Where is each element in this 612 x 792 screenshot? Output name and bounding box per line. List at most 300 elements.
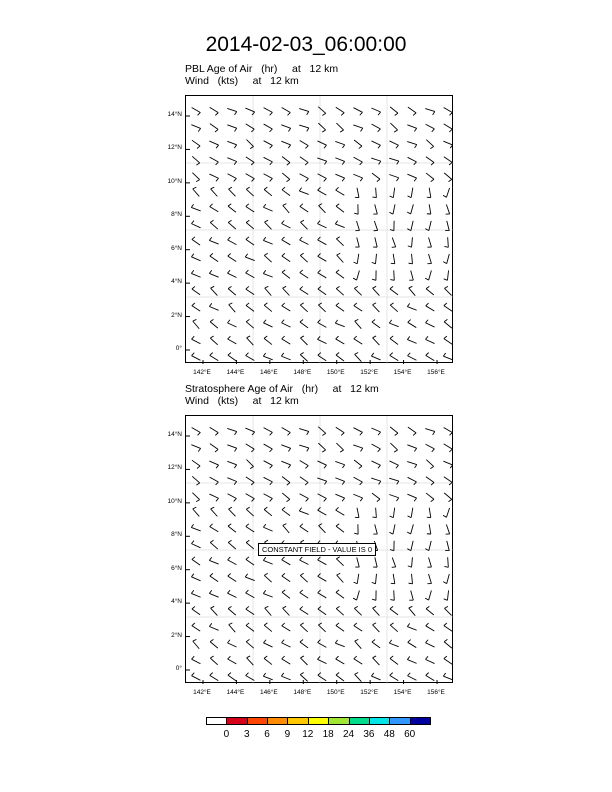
wind-barb (426, 124, 435, 132)
wind-barb (282, 173, 290, 182)
wind-barb (426, 460, 433, 469)
wind-barb (191, 541, 200, 548)
lon-label: 146°E (259, 369, 278, 376)
lat-label: 10°N (167, 177, 182, 185)
wind-barb (299, 445, 309, 451)
wind-barb (426, 140, 433, 149)
wind-barb (354, 574, 359, 584)
wind-barb (407, 541, 413, 551)
wind-barb (372, 493, 380, 502)
wind-barb (282, 336, 290, 344)
wind-barb (300, 524, 308, 532)
wind-barb (228, 220, 236, 229)
wind-barb (372, 508, 376, 518)
wind-barb (263, 270, 272, 277)
wind-barb (192, 557, 200, 565)
wind-barb (372, 270, 376, 280)
wind-barb (263, 557, 272, 564)
wind-barb (281, 445, 290, 452)
wind-barb (227, 478, 236, 485)
wind-barb (335, 158, 344, 165)
wind-barb (373, 623, 380, 632)
wind-barb (335, 320, 344, 327)
wind-barb (389, 204, 395, 214)
wind-barb (444, 557, 448, 567)
wind-barb (336, 443, 343, 452)
wind-barb (228, 557, 237, 565)
wind-barb (335, 141, 344, 148)
wind-barb (372, 254, 377, 264)
wind-barb (227, 590, 236, 597)
wind-barb (426, 353, 435, 361)
wind-barb (281, 141, 290, 148)
wind-barb (264, 303, 272, 312)
wind-barb (353, 125, 362, 132)
wind-barb (336, 123, 343, 132)
wind-barb (228, 174, 237, 182)
wind-barb (336, 353, 344, 361)
wind-barb (264, 461, 273, 469)
wind-barb (444, 639, 452, 648)
wind-barb (427, 204, 431, 214)
wind-barb (281, 125, 290, 132)
wind-barb (299, 125, 309, 131)
wind-barb (228, 540, 236, 549)
wind-barb (445, 221, 449, 231)
wind-barb (407, 303, 416, 310)
wind-barb (264, 157, 273, 165)
wind-barb (408, 557, 413, 567)
wind-barb (425, 541, 431, 551)
wind-barb (192, 476, 199, 485)
wind-barb (353, 445, 362, 452)
wind-barb (227, 158, 236, 165)
wind-barb (372, 188, 376, 198)
wind-barb (227, 270, 236, 277)
wind-barb (373, 237, 377, 247)
wind-barb (318, 590, 327, 598)
wind-barb (300, 174, 309, 182)
wind-barb (373, 557, 377, 567)
wind-barb (425, 591, 431, 601)
wind-barb (336, 557, 343, 566)
wind-barb (444, 623, 452, 631)
wind-barb (426, 477, 434, 485)
wind-barb (227, 445, 236, 452)
wind-barb (336, 507, 345, 515)
wind-barb (443, 188, 449, 197)
lon-label: 144°E (226, 369, 245, 376)
wind-barb (300, 639, 308, 647)
wind-barb (264, 656, 272, 665)
wind-barb (300, 460, 309, 468)
wind-barb (407, 656, 416, 663)
wind-barb (444, 493, 452, 502)
wind-barb (282, 270, 290, 279)
wind-barb (193, 639, 199, 648)
colorbar-label: 36 (363, 729, 375, 740)
wind-barb (444, 444, 453, 452)
wind-barb (209, 590, 218, 597)
wind-barb (319, 524, 326, 533)
wind-barb (228, 237, 237, 245)
wind-barb (335, 174, 344, 181)
wind-barb (389, 175, 398, 182)
lat-label: 6°N (171, 564, 182, 572)
wind-barb (210, 319, 218, 328)
wind-barb (210, 656, 217, 665)
wind-barb (264, 108, 273, 116)
wind-barb (245, 574, 254, 581)
wind-barb (283, 524, 289, 533)
wind-barb (282, 477, 290, 486)
wind-barb (299, 188, 308, 195)
wind-barb (353, 591, 359, 601)
panel1-field-title: PBL Age of Air (hr) at 12 km (185, 63, 339, 75)
wind-barb (281, 673, 290, 680)
lat-label: 0° (175, 665, 182, 672)
wind-barb (318, 270, 327, 278)
lon-label: 152°E (360, 369, 379, 376)
wind-barb (228, 204, 236, 213)
wind-barb (210, 107, 218, 115)
wind-barb (318, 507, 327, 515)
pbl-svg (186, 96, 454, 364)
wind-barb (281, 461, 290, 468)
wind-barb (389, 461, 398, 468)
wind-barb (336, 623, 344, 631)
wind-barb (300, 672, 307, 681)
wind-barb (354, 108, 363, 116)
panel2-field-title: Stratosphere Age of Air (hr) at 12 km (185, 383, 379, 395)
colorbar-label: 18 (322, 729, 334, 740)
wind-barb (282, 220, 291, 228)
wind-barb (264, 174, 273, 182)
wind-barb (282, 557, 291, 565)
wind-barb (246, 507, 253, 516)
wind-barb (228, 656, 237, 664)
wind-barb (265, 606, 272, 615)
wind-barb (300, 494, 309, 502)
lon-label: 154°E (393, 689, 412, 696)
wind-barb (300, 557, 309, 565)
wind-barb (193, 507, 200, 516)
wind-barb (390, 606, 398, 614)
wind-barb (425, 640, 434, 647)
wind-barb (392, 558, 396, 568)
wind-barb (227, 428, 236, 435)
wind-barb (318, 286, 326, 294)
wind-barb (426, 286, 434, 295)
wind-barb (211, 286, 218, 295)
wind-barb (191, 204, 200, 211)
colorbar-label: 3 (243, 729, 250, 740)
lon-label: 142°E (193, 369, 211, 376)
wind-barb (317, 461, 326, 468)
wind-barb (299, 429, 309, 435)
colorbar-swatch (206, 717, 227, 725)
wind-barb (427, 237, 431, 247)
wind-barb (409, 254, 413, 264)
wind-barb (317, 158, 326, 165)
wind-barb (265, 220, 272, 229)
wind-barb (282, 590, 290, 599)
wind-barb (300, 220, 307, 229)
wind-barb (263, 524, 272, 531)
wind-barb (228, 336, 237, 344)
wind-barb (209, 557, 218, 564)
colorbar-label: 9 (284, 729, 291, 740)
wind-barb (300, 656, 307, 665)
wind-barb (209, 303, 218, 310)
wind-barb (299, 109, 309, 115)
wind-barb (355, 639, 362, 648)
wind-barb (408, 640, 417, 648)
wind-barb (354, 254, 359, 264)
wind-barb (446, 524, 450, 534)
wind-barb (282, 573, 290, 581)
wind-barb (300, 270, 308, 278)
wind-barb (245, 254, 254, 261)
wind-barb (210, 639, 218, 648)
wind-barb (409, 286, 415, 295)
wind-barb (227, 461, 236, 468)
wind-barb (335, 221, 344, 228)
wind-barb (392, 238, 396, 248)
wind-barb (300, 573, 307, 582)
wind-barb (210, 524, 219, 532)
wind-barb (263, 353, 272, 360)
wind-barb (354, 477, 363, 485)
wind-barb (300, 336, 307, 345)
wind-barb (444, 319, 452, 328)
wind-barb (246, 220, 254, 229)
wind-barb (443, 353, 452, 360)
wind-barb (318, 494, 327, 502)
wind-barb (336, 673, 344, 681)
wind-barb (210, 444, 218, 452)
wind-barb (318, 673, 326, 681)
wind-barb (354, 623, 362, 631)
wind-barb (263, 204, 272, 211)
wind-barb (407, 125, 416, 132)
wind-barb (228, 286, 236, 295)
lat-label: 2°N (171, 311, 182, 319)
wind-barb (445, 541, 449, 551)
wind-barb (390, 270, 394, 280)
wind-barb (210, 124, 218, 132)
wind-barb (263, 673, 272, 680)
wind-barb (374, 221, 378, 231)
wind-barb (355, 672, 362, 681)
wind-barb (336, 204, 344, 213)
wind-barb (318, 174, 327, 182)
wind-barb (318, 353, 326, 361)
lat-label: 8°N (171, 531, 182, 539)
wind-barb (227, 108, 236, 115)
wind-barb (193, 319, 199, 328)
wind-barb (227, 640, 236, 647)
wind-barb (389, 524, 395, 534)
lon-label: 150°E (326, 689, 345, 696)
wind-barb (373, 336, 380, 345)
wind-barb (409, 606, 415, 615)
wind-barb (192, 140, 200, 148)
wind-barb (300, 606, 308, 614)
wind-barb (407, 623, 416, 630)
wind-barb (408, 107, 416, 115)
wind-barb (193, 187, 200, 196)
wind-barb (265, 286, 272, 295)
wind-barb (210, 157, 219, 165)
wind-barb (246, 187, 253, 196)
wind-barb (210, 204, 219, 212)
wind-barb (192, 353, 201, 361)
wind-barb (263, 640, 272, 647)
wind-barb (425, 429, 435, 435)
wind-barb (373, 204, 377, 214)
wind-barb (444, 286, 451, 295)
wind-barb (264, 507, 272, 516)
wind-barb (373, 303, 380, 312)
wind-barb (354, 428, 363, 436)
wind-barb (426, 673, 435, 681)
colorbar-swatch (308, 717, 329, 725)
wind-barb (282, 320, 291, 327)
wind-barb (247, 336, 254, 345)
panel2-wind-title: Wind (kts) at 12 km (185, 395, 299, 407)
wind-barb (408, 157, 417, 165)
wind-barb (371, 461, 380, 468)
wind-barb (246, 540, 254, 549)
colorbar-swatch (226, 717, 247, 725)
lat-label: 2°N (171, 631, 182, 639)
wind-barb (319, 204, 326, 213)
wind-barb (335, 478, 344, 485)
wind-barb (427, 254, 431, 264)
wind-barb (444, 606, 451, 615)
wind-barb (227, 125, 236, 132)
wind-barb (210, 673, 218, 681)
wind-barb (390, 541, 394, 551)
wind-barb (390, 656, 398, 664)
wind-barb (355, 237, 359, 247)
wind-barb (209, 237, 218, 244)
wind-barb (211, 606, 218, 615)
wind-barb (283, 286, 290, 295)
lat-label: 0° (175, 345, 182, 352)
wind-barb (444, 157, 452, 165)
wind-barb (371, 108, 380, 115)
wind-barb (300, 286, 308, 294)
wind-barb (389, 141, 398, 148)
wind-barb (246, 639, 254, 648)
wind-barb (426, 606, 434, 615)
wind-barb (371, 353, 380, 360)
wind-barb (318, 427, 326, 436)
wind-barb (371, 478, 381, 484)
wind-barb (373, 606, 380, 615)
colorbar-label: 48 (383, 729, 395, 740)
wind-barb (336, 336, 345, 344)
wind-barb (228, 353, 236, 361)
colorbar-label: 0 (223, 729, 230, 740)
wind-barb (337, 253, 344, 262)
wind-barb (283, 204, 289, 213)
wind-barb (408, 508, 413, 518)
wind-barb (317, 478, 326, 485)
lon-label: 146°E (259, 689, 278, 696)
wind-barb (373, 656, 380, 665)
lon-label: 144°E (226, 689, 245, 696)
wind-barb (318, 303, 325, 312)
wind-barb (209, 141, 218, 148)
wind-barb (210, 336, 217, 345)
panel1-wind-title: Wind (kts) at 12 km (185, 75, 299, 87)
wind-barb (229, 507, 236, 516)
wind-barb (211, 187, 218, 196)
wind-barb (300, 352, 307, 361)
wind-barb (300, 157, 308, 165)
wind-barb (389, 495, 398, 502)
wind-barb (407, 445, 416, 452)
wind-barb (299, 508, 308, 515)
wind-barb (210, 253, 218, 261)
lon-label: 150°E (326, 369, 345, 376)
wind-barb (427, 557, 431, 567)
wind-barb (371, 158, 381, 164)
wind-barb (300, 237, 309, 245)
wind-barb (407, 494, 416, 501)
wind-barb (336, 590, 344, 598)
wind-barb (282, 427, 291, 435)
wind-barb (300, 477, 308, 485)
lat-label: 4°N (171, 598, 182, 606)
wind-barb (389, 158, 399, 164)
wind-barb (228, 573, 236, 581)
wind-barb (336, 270, 344, 278)
wind-barb (407, 524, 413, 534)
wind-barb (282, 507, 290, 515)
wind-barb (443, 508, 449, 517)
wind-barb (228, 494, 237, 502)
wind-barb (229, 187, 236, 196)
wind-barb (318, 107, 326, 116)
wind-barb (372, 444, 381, 452)
wind-barb (372, 124, 381, 132)
wind-barb (408, 237, 413, 247)
wind-barb (263, 590, 272, 597)
wind-barb (390, 353, 398, 361)
wind-barb (408, 477, 417, 485)
wind-barb (192, 237, 200, 245)
wind-barb (390, 188, 395, 198)
wind-barb (444, 428, 453, 436)
wind-barb (425, 656, 434, 663)
colorbar-swatch (349, 717, 370, 725)
wind-barb (389, 320, 398, 327)
wind-barb (210, 220, 218, 229)
wind-barb (264, 428, 273, 436)
wind-barb (355, 557, 359, 567)
wind-barb (192, 460, 200, 468)
wind-barb (354, 303, 362, 311)
colorbar-swatch (328, 717, 349, 725)
wind-barb (191, 254, 200, 261)
wind-barb (407, 336, 416, 343)
colorbar-label: 6 (264, 729, 270, 740)
wind-barb (354, 656, 362, 664)
